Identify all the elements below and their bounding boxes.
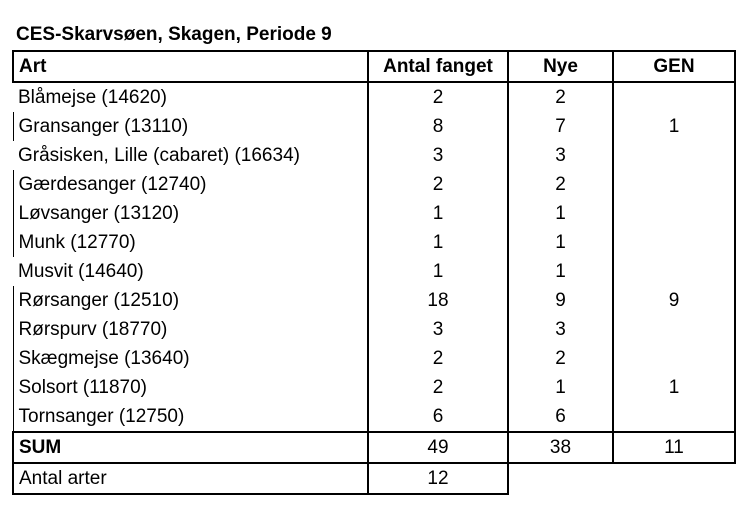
antal-arter-row <box>13 463 735 494</box>
antal-arter-value: 12 <box>368 463 508 494</box>
species-name: Solsort (11870) <box>13 373 368 402</box>
gen-value: 9 <box>613 286 735 315</box>
gen-value: 1 <box>613 373 735 402</box>
sum-nye: 38 <box>508 432 613 463</box>
species-name: Løvsanger (13120) <box>13 199 368 228</box>
antal-fanget-value: 8 <box>368 112 508 141</box>
antal-fanget-value: 2 <box>368 82 508 112</box>
gen-value <box>613 141 735 170</box>
antal-fanget-value: 1 <box>368 228 508 257</box>
species-name: Gransanger (13110) <box>13 112 368 141</box>
table-title: CES-Skarvsøen, Skagen, Periode 9 <box>16 24 332 45</box>
catch-table <box>12 50 736 495</box>
antal-fanget-value: 3 <box>368 141 508 170</box>
gen-value: 1 <box>613 112 735 141</box>
table-row <box>13 373 735 402</box>
empty-cell <box>508 463 613 494</box>
header-row <box>13 51 735 82</box>
antal-fanget-value: 2 <box>368 373 508 402</box>
table-row <box>13 82 735 112</box>
species-name: Munk (12770) <box>13 228 368 257</box>
gen-value <box>613 228 735 257</box>
antal-fanget-value: 2 <box>368 344 508 373</box>
sum-gen: 11 <box>613 432 735 463</box>
species-name: Skægmejse (13640) <box>13 344 368 373</box>
gen-value <box>613 82 735 112</box>
sum-antal-fanget: 49 <box>368 432 508 463</box>
nye-value: 3 <box>508 315 613 344</box>
species-name: Musvit (14640) <box>18 261 144 282</box>
gen-value <box>613 199 735 228</box>
nye-value: 7 <box>508 112 613 141</box>
nye-value: 1 <box>508 373 613 402</box>
gen-value <box>613 402 735 432</box>
species-name: Rørspurv (18770) <box>13 315 368 344</box>
table-row <box>13 257 735 286</box>
table-row <box>13 141 735 170</box>
table-row <box>13 315 735 344</box>
antal-arter-label: Antal arter <box>13 463 368 494</box>
species-name: Tornsanger (12750) <box>13 402 368 432</box>
gen-value <box>613 170 735 199</box>
antal-fanget-value: 18 <box>368 286 508 315</box>
nye-value: 2 <box>508 344 613 373</box>
header-nye: Nye <box>508 51 613 82</box>
nye-value: 9 <box>508 286 613 315</box>
antal-fanget-value: 2 <box>368 170 508 199</box>
antal-fanget-value: 1 <box>368 199 508 228</box>
sum-row <box>13 432 735 463</box>
nye-value: 2 <box>508 170 613 199</box>
gen-value <box>613 344 735 373</box>
table-row <box>13 402 735 432</box>
species-name: Gråsisken, Lille (cabaret) (16634) <box>18 145 300 166</box>
table-row <box>13 112 735 141</box>
empty-cell <box>613 463 735 494</box>
table-row <box>13 286 735 315</box>
nye-value: 1 <box>508 199 613 228</box>
species-name: Gærdesanger (12740) <box>13 170 368 199</box>
table-row <box>13 170 735 199</box>
nye-value: 2 <box>508 82 613 112</box>
sum-label: SUM <box>13 432 368 463</box>
nye-value: 1 <box>508 228 613 257</box>
antal-fanget-value: 6 <box>368 402 508 432</box>
table-row <box>13 228 735 257</box>
header-art: Art <box>13 51 368 82</box>
nye-value: 3 <box>508 141 613 170</box>
table-row <box>13 344 735 373</box>
species-name: Blåmejse (14620) <box>18 87 167 108</box>
antal-fanget-value: 3 <box>368 315 508 344</box>
header-antal-fanget: Antal fanget <box>368 51 508 82</box>
header-gen: GEN <box>613 51 735 82</box>
table-row <box>13 199 735 228</box>
gen-value <box>613 315 735 344</box>
nye-value: 6 <box>508 402 613 432</box>
species-name: Rørsanger (12510) <box>13 286 368 315</box>
nye-value: 1 <box>508 257 613 286</box>
antal-fanget-value: 1 <box>368 257 508 286</box>
gen-value <box>613 257 735 286</box>
